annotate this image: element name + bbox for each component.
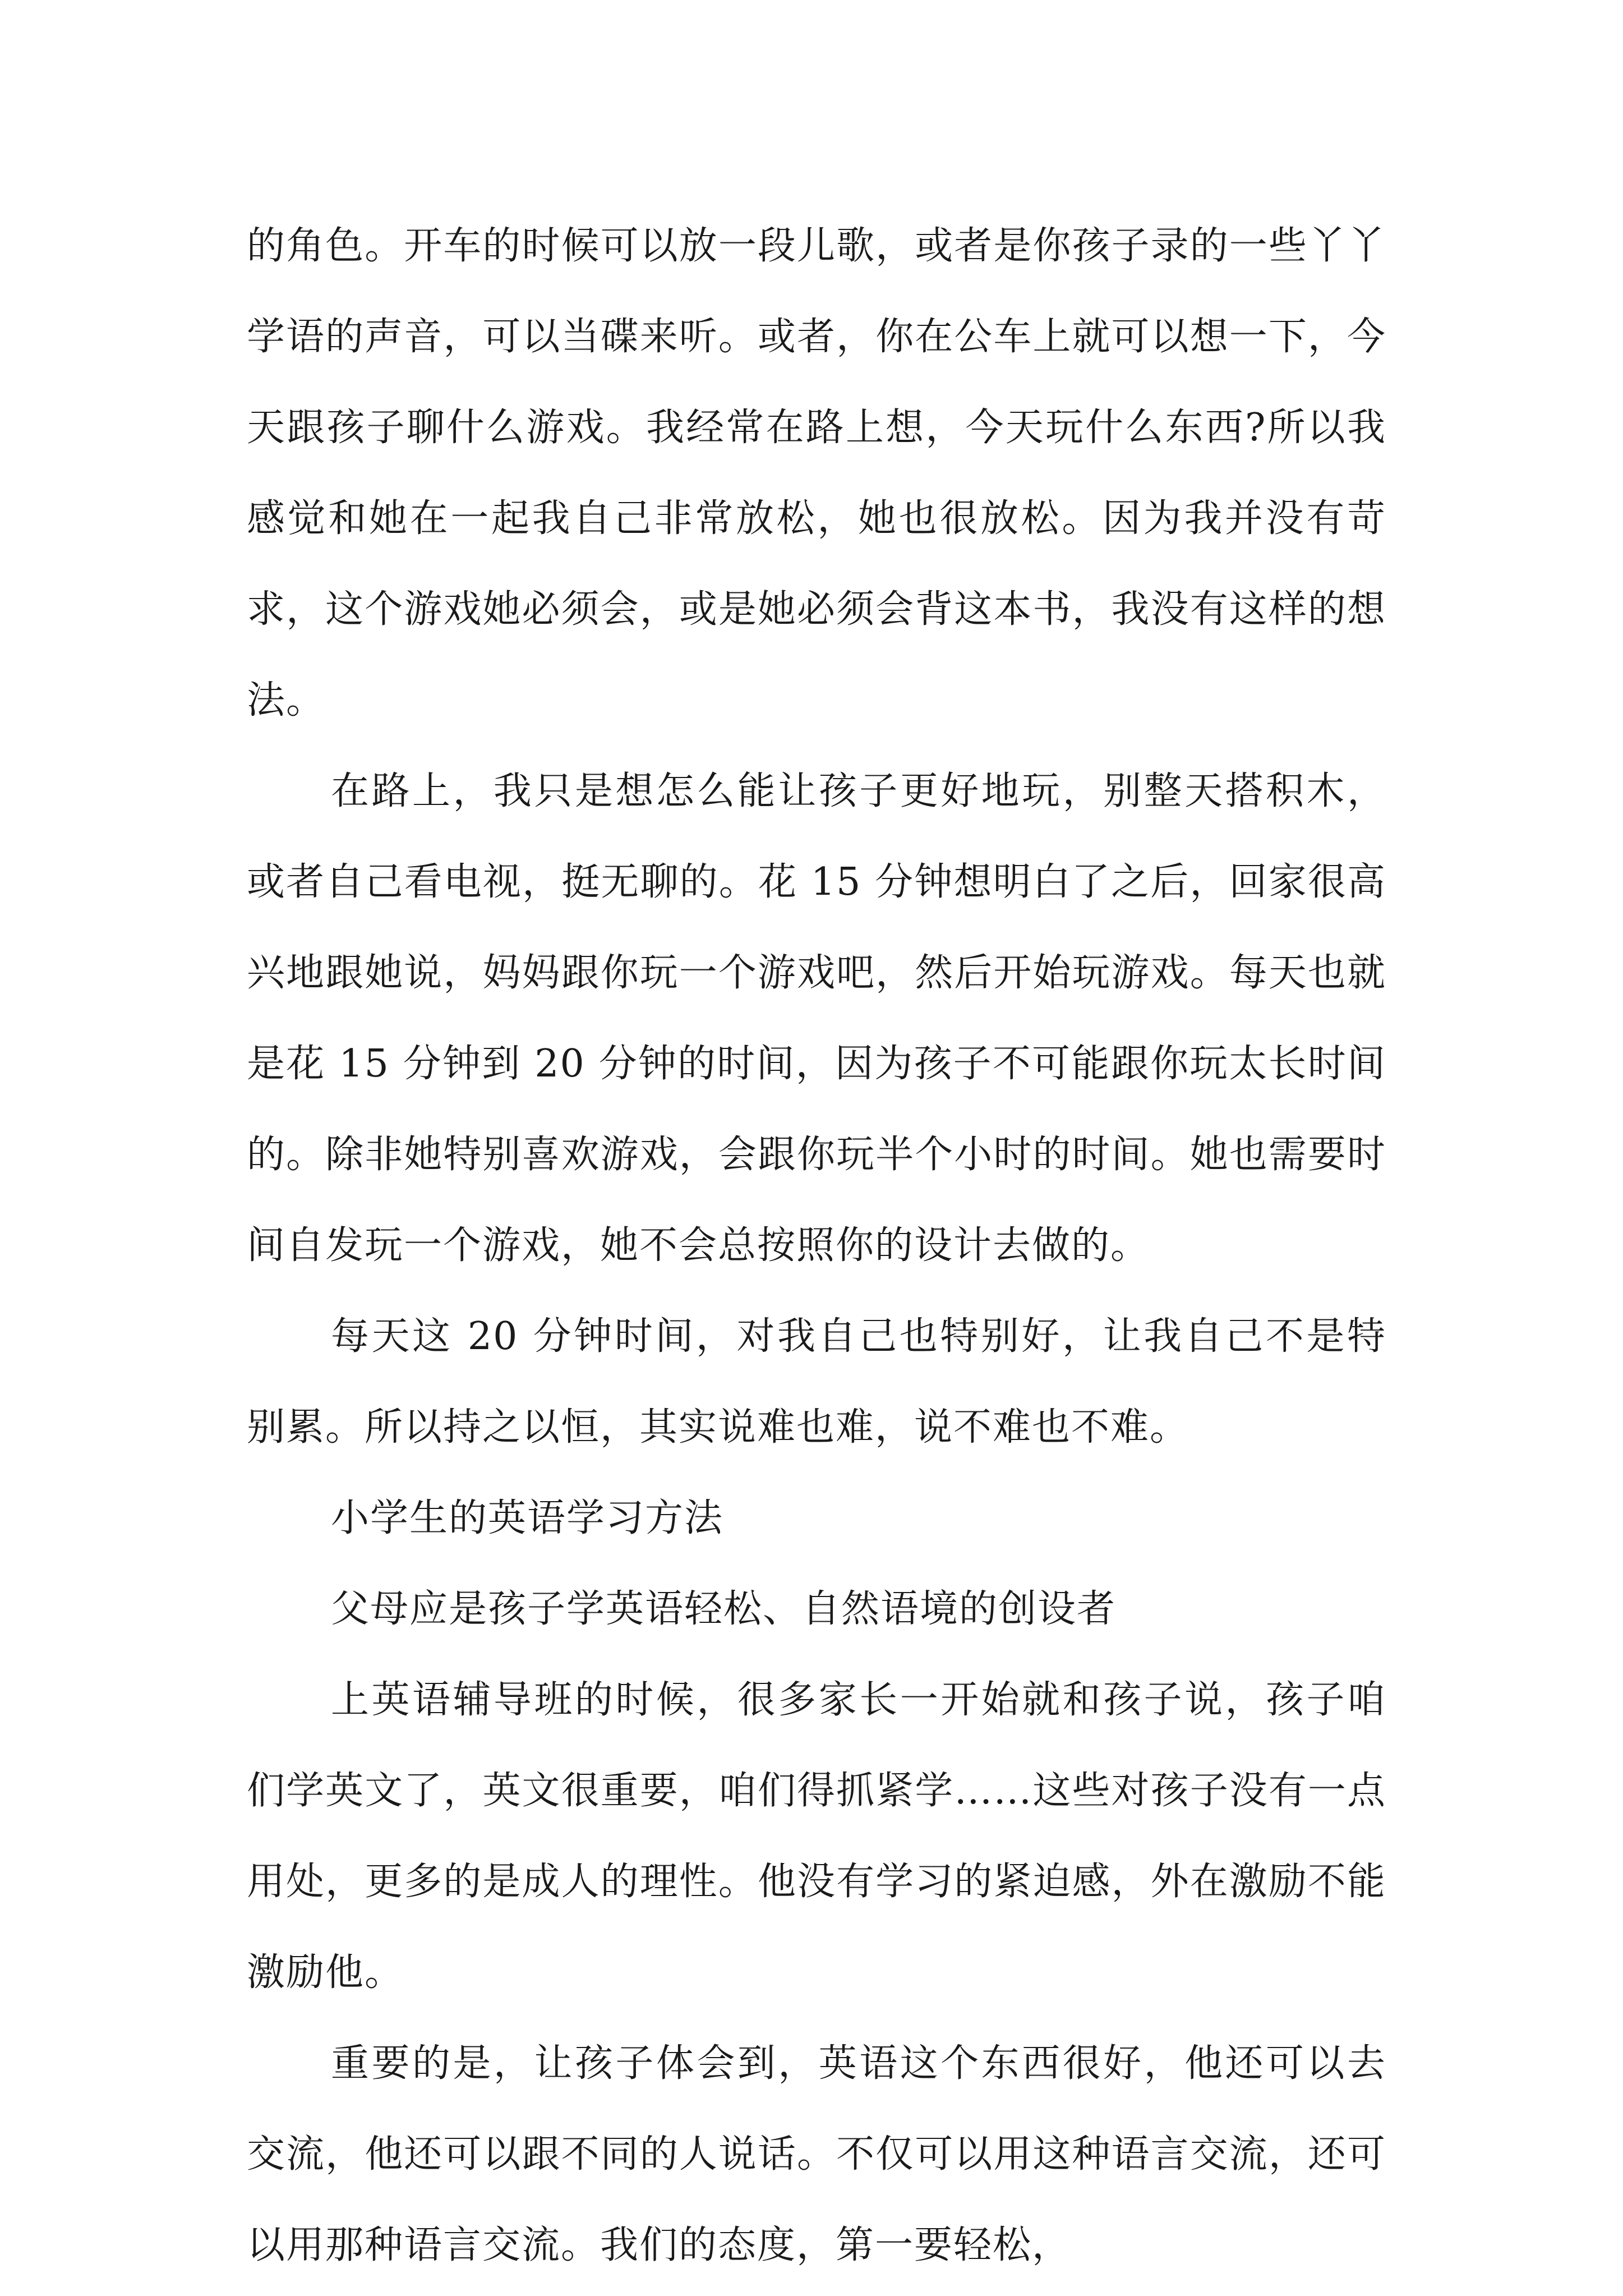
document-body	[247, 201, 1386, 2291]
paragraph-importance: 重要的是，让孩子体会到，英语这个东西很好，他还可以去交流，他还可以跟不同的人说话。不仅可以用这种语言交流，还可以用那种语言交流。我们的态度，第一要轻松，	[247, 2041, 1386, 2267]
paragraph-continuation: 的角色。开车的时候可以放一段儿歌，或者是你孩子录的一些丫丫学语的声音，可以当碟来听。或者，你在公车上就可以想一下，今天跟孩子聊什么游戏。我经常在路上想，今天玩什么东西?所以我感觉和她在一起我自己非常放松，她也很放松。因为我并没有苛求，这个游戏她必须会，或是她必须会背这本书，我没有这样的想法。	[247, 224, 1386, 723]
paragraph-twenty-minutes: 每天这 20 分钟时间，对我自己也特别好，让我自己不是特别累。所以持之以恒，其实说难也难，说不难也不难。	[247, 1314, 1386, 1450]
subheading-parents-role: 父母应是孩子学英语轻松、自然语境的创设者	[331, 1587, 1117, 1631]
paragraph-tutoring-class: 上英语辅导班的时候，很多家长一开始就和孩子说，孩子咱们学英文了，英文很重要，咱们得抓紧学……这些对孩子没有一点用处，更多的是成人的理性。他没有学习的紧迫感，外在激励不能激励他。	[247, 1678, 1386, 1995]
section-heading-english-methods: 小学生的英语学习方法	[331, 1496, 724, 1540]
paragraph-on-the-road: 在路上，我只是想怎么能让孩子更好地玩，别整天搭积木，或者自己看电视，挺无聊的。花 15 分钟想明白了之后，回家很高兴地跟她说，妈妈跟你玩一个游戏吧，然后开始玩游戏。每天也就是花 15 分钟到 20 分钟的时间，因为孩子不可能跟你玩太长时间的。除非她特别喜欢游戏，会跟你玩半个小时的时间。她也需要时间自发玩一个游戏，她不会总按照你的设计去做的。	[247, 769, 1386, 1268]
